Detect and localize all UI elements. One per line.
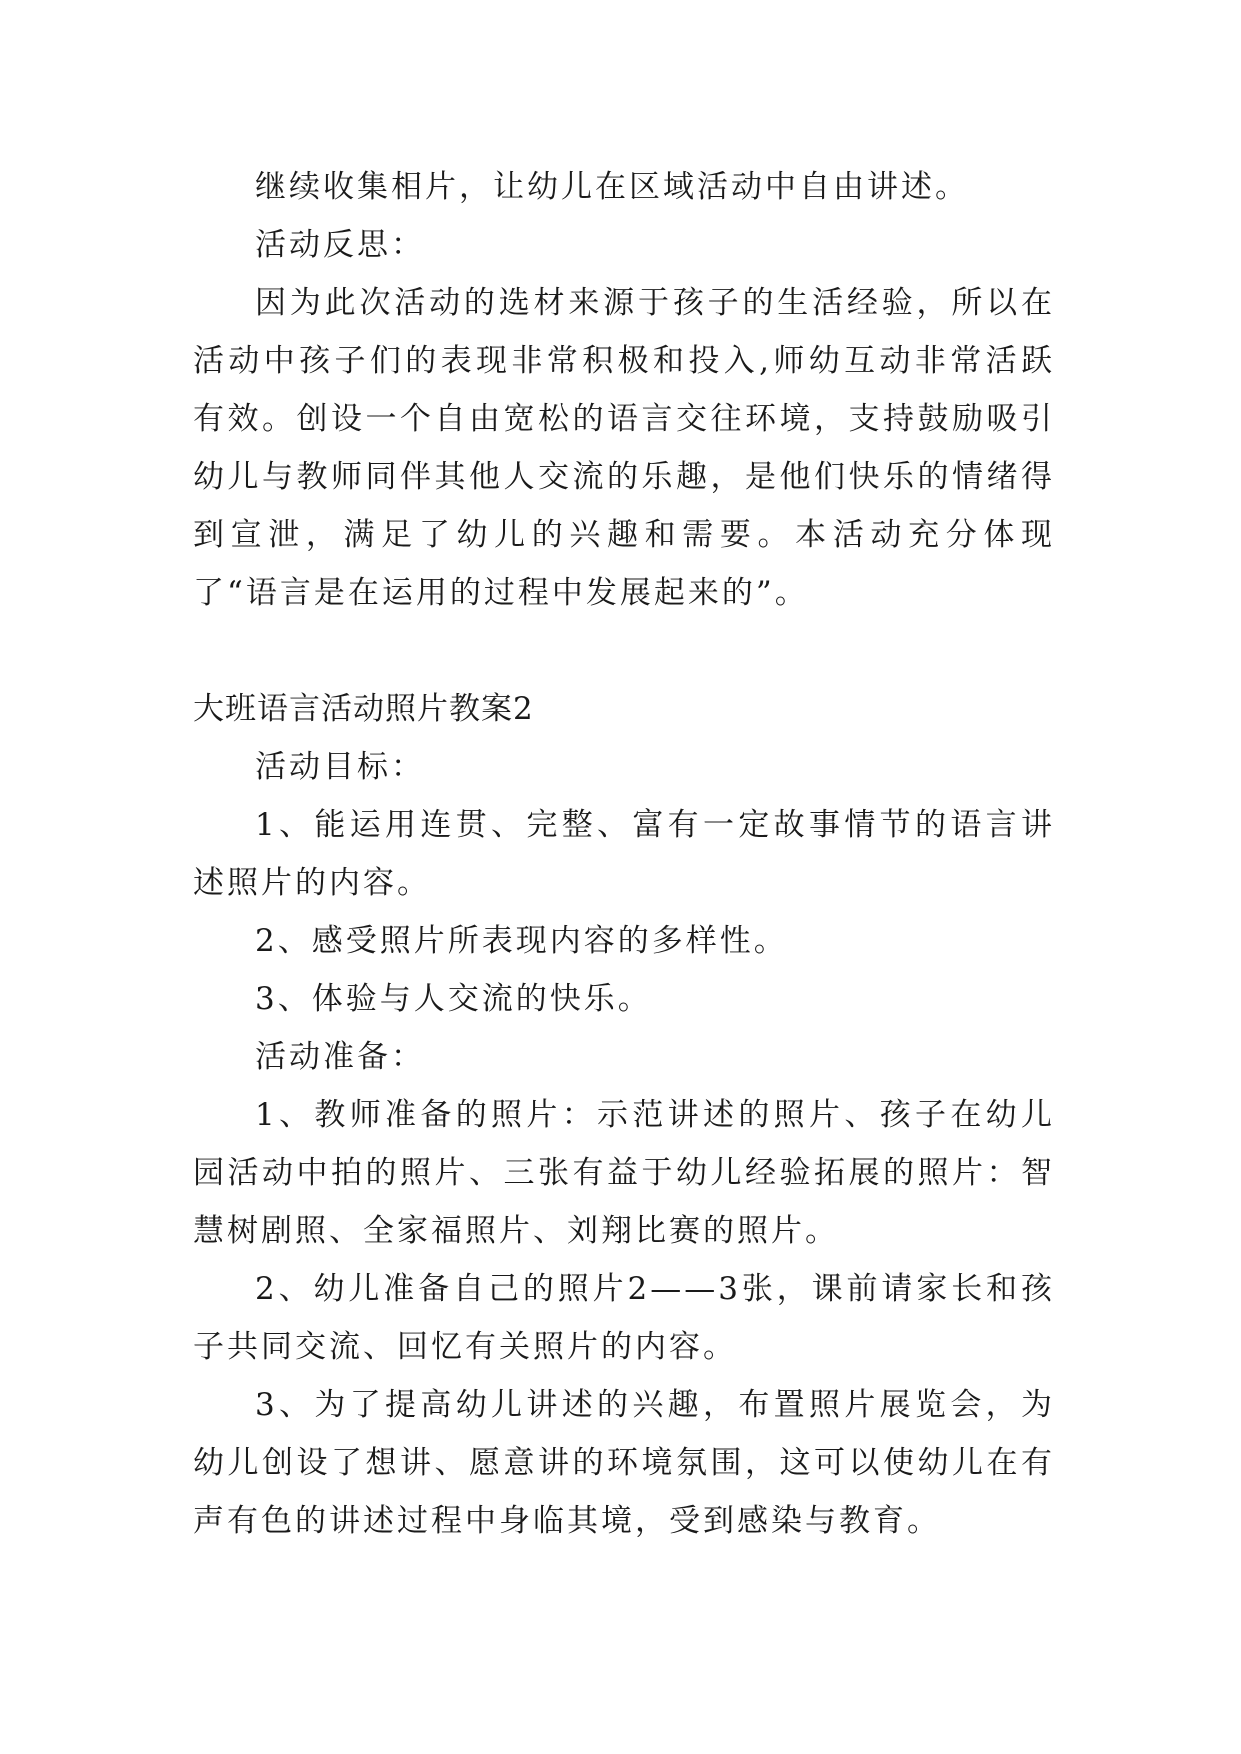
document-body	[193, 158, 1055, 1550]
section-spacer	[193, 622, 1055, 680]
goal-item-3: 3、体验与人交流的快乐。	[255, 981, 652, 1017]
prep-title: 活动准备：	[255, 1039, 425, 1075]
goal-item-1: 1、能运用连贯、完整、富有一定故事情节的语言讲述照片的内容。	[193, 807, 1055, 901]
reflection-body: 因为此次活动的选材来源于孩子的生活经验，所以在活动中孩子们的表现非常积极和投入,师幼互动非常活跃有效。创设一个自由宽松的语言交往环境，支持鼓励吸引幼儿与教师同伴其他人交流的乐趣，是他们快乐的情绪得到宣泄，满足了幼儿的兴趣和需要。本活动充分体现了“语言是在运用的过程中发展起来的”。	[193, 285, 1055, 611]
reflection-title: 活动反思：	[255, 227, 425, 263]
goals-title: 活动目标：	[255, 749, 425, 785]
goal-item-2: 2、感受照片所表现内容的多样性。	[255, 923, 788, 959]
prep-item-1: 1、教师准备的照片：示范讲述的照片、孩子在幼儿园活动中拍的照片、三张有益于幼儿经验拓展的照片：智慧树剧照、全家福照片、刘翔比赛的照片。	[193, 1097, 1055, 1249]
paragraph-continue-collecting: 继续收集相片，让幼儿在区域活动中自由讲述。	[255, 169, 969, 205]
section-heading: 大班语言活动照片教案2	[193, 691, 534, 727]
prep-item-3: 3、为了提高幼儿讲述的兴趣，布置照片展览会，为幼儿创设了想讲、愿意讲的环境氛围，这可以使幼儿在有声有色的讲述过程中身临其境，受到感染与教育。	[193, 1387, 1055, 1539]
prep-item-2: 2、幼儿准备自己的照片2——3张，课前请家长和孩子共同交流、回忆有关照片的内容。	[193, 1271, 1055, 1365]
